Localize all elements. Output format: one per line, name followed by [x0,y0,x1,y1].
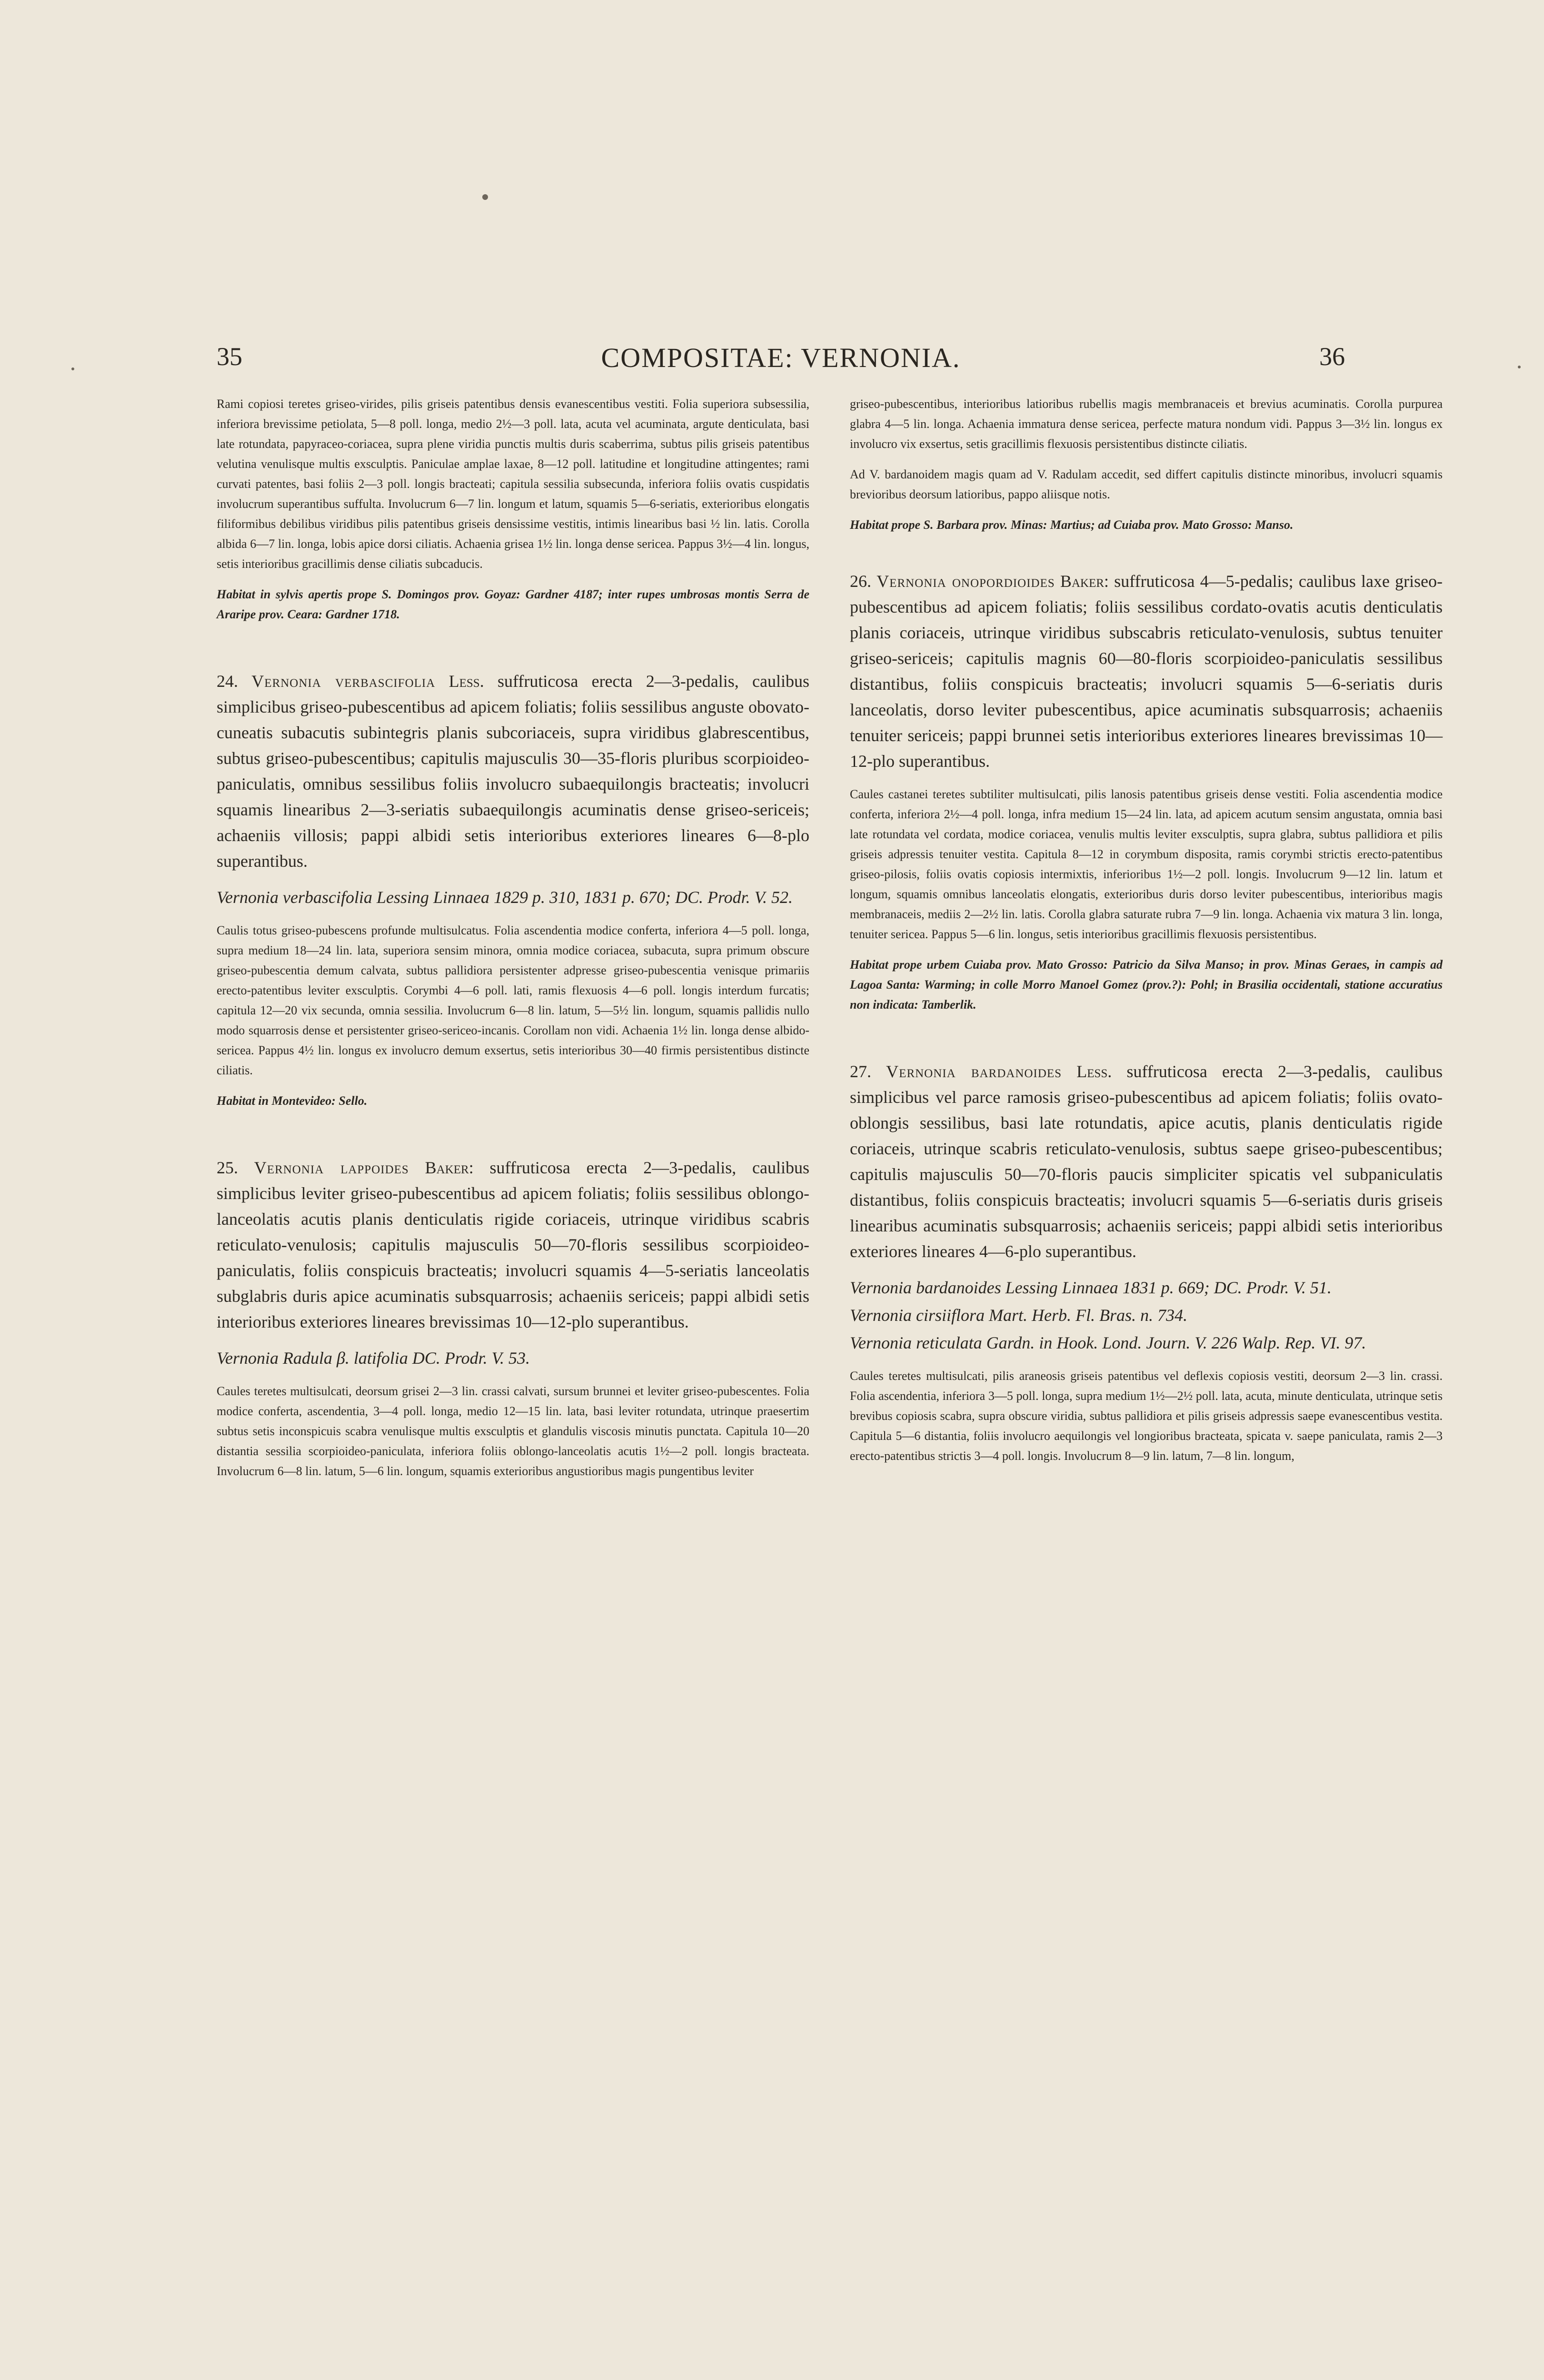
habitat-26: Habitat prope urbem Cuiaba prov. Mato Grosso: Patricio da Silva Manso; in prov. Minas Geraes, in campis ad Lagoa Santa: Warming; in colle Morro Manoel Gomez (prov.?): Pohl; in Brasilia occidentali, statione accuratius non indicata: Tamberlik. [850,958,1443,1012]
species-26-diagnosis [850,568,1443,774]
left-column [217,394,809,1492]
description-24: Caulis totus griseo-pubescens profunde multisulcatus. Folia ascendentia modice conferta, inferiora 4—5 poll. longa, supra medium 18—24 lin. lata, superiora sensim minora, omnia modice coriacea, subacuta, supra primum obscure griseo-pubescentia demum calvata, subtus pallidiora persistenter adpresse griseo-pubescentia venisque primariis erecto-patentibus leviter exsculptis. Corymbi 4—6 poll. lati, ramis flexuosis 4—6 poll. longis interdum furcatis; capitula 12—20 vix secunda, omnia sessilia. Involucrum 6—8 lin. latum, 5—5½ lin. longum, squamis pallidis nullo modo squarrosis dense et persistenter griseo-sericeo-incanis. Corollam non vidi. Achaenia 1½ lin. longa dense albido-sericea. Pappus 4½ lin. longus ex involucro demum exsertus, setis interioribus 30—40 firmis persistentibus distincte ciliatis. [217,923,809,1077]
species-24-name: Vernonia verbascifolia [251,672,436,691]
species-24-text: suffruticosa erecta 2—3-pedalis, caulibus simplicibus griseo-pubescentibus ad apicem foliatis; foliis sessilibus anguste obovato-cuneatis subacutis subintegris planis subcoriaceis, supra viridibus glabrescentibus, subtus griseo-pubescentibus; capitulis majusculis 30—35-floris pluribus scorpioideo-paniculatis, omnibus sessilibus foliis involucro subaequilongis bracteatis; involucri squamis linearibus 2—3-seriatis subaequilongis acuminatis dense griseo-sericeis; achaeniis villosis; pappi albidi setis interioribus exteriores lineares 6—8-plo superantibus. [217,672,810,871]
species-27-number: 27. [850,1062,871,1081]
species-27-text: suffruticosa erecta 2—3-pedalis, caulibus simplicibus vel parce ramosis griseo-pubescentibus ad apicem foliatis; foliis ovato-oblongis sessilibus, basi late rotundatis, apice acutis, planis denticulatis rigide coriaceis, utrinque scabris reticulato-venulosis, subtus saepe griseo-pubescentibus; capitulis majusculis 50—70-floris paucis simpliciter spicatis vel subpaniculatis distantibus, foliis conspicuis bracteatis; involucri squamis 5—6-seriatis duris griseis linearibus acuminatis subsquarrosis; achaeniis sericeis; pappi albidi setis interioribus exteriores lineares 4—6-plo superantibus. [850,1062,1443,1261]
species-24-author: Less. [448,672,484,691]
right-page-number: 36 [1319,342,1345,371]
ink-dot-left [71,367,74,370]
running-title: COMPOSITAE: VERNONIA. [601,342,961,373]
description-25-continued: griseo-pubescentibus, interioribus latioribus rubellis magis membranaceis et brevius acuminatis. Corolla purpurea glabra 4—5 lin. longa. Achaenia immatura dense sericea, perfecte matura nondum vidi. Pappus 3—3½ lin. longus ex involucro vix exsertus, setis gracillimis flexuosis persistentibus distincte ciliatis. [850,397,1443,451]
species-25-name: Vernonia lappoides [254,1158,409,1177]
species-27-author: Less. [1076,1062,1112,1081]
description-27: Caules teretes multisulcati, pilis araneosis griseis patentibus vel deflexis copiosis vestiti, deorsum 2—3 lin. crassi. Folia ascendentia, inferiora 3—5 poll. longa, supra medium 1½—2½ poll. lata, acuta, minute denticulata, utrinque setis brevibus copiosis scabra, supra obscure viridia, subtus pallidiora et pilis griseis adpressis saepe evanescentibus vestita. Capitula 5—6 distantia, foliis involucro aequilongis vel longioribus bracteata, spicata v. saepe paniculata, ramis 2—3 erecto-patentibus strictis 3—4 poll. longis. Involucrum 8—9 lin. latum, 7—8 lin. longum, [850,1369,1443,1463]
right-column [850,394,1443,1477]
ink-dot-right [1518,366,1521,368]
synonym-27-b: Vernonia cirsiiflora Mart. Herb. Fl. Bras. n. 734. [850,1306,1187,1325]
habitat-25: Habitat prope S. Barbara prov. Minas: Martius; ad Cuiaba prov. Mato Grosso: Manso. [850,518,1294,532]
species-24-number: 24. [217,672,238,691]
species-26-name: Vernonia onopordioides [877,572,1055,591]
synonym-27-a: Vernonia bardanoides Lessing Linnaea 1831 p. 669; DC. Prodr. V. 51. [850,1278,1332,1297]
species-25-number: 25. [217,1158,238,1177]
left-page-number: 35 [217,342,242,371]
species-25-author: Baker: [425,1158,474,1177]
species-27-name: Vernonia bardanoides [886,1062,1062,1081]
synonym-25: Vernonia Radula β. latifolia DC. Prodr. V. 53. [217,1349,530,1368]
species-25-diagnosis [217,1155,809,1335]
species-24-diagnosis [217,668,809,874]
note-25: Ad V. bardanoidem magis quam ad V. Radulam accedit, sed differt capitulis distincte minoribus, involucri squamis brevioribus deorsum latioribus, pappo aliisque notis. [850,467,1443,501]
synonym-27-c: Vernonia reticulata Gardn. in Hook. Lond. Journ. V. 226 Walp. Rep. VI. 97. [850,1333,1366,1352]
habitat-24: Habitat in Montevideo: Sello. [217,1094,368,1108]
species-26-text: suffruticosa 4—5-pedalis; caulibus laxe griseo-pubescentibus ad apicem foliatis; foliis sessilibus cordato-ovatis acutis denticulatis planis coriaceis, utrinque viridibus subscabris reticulato-venulosis, subtus tenuiter griseo-sericeis; capitulis magnis 60—80-floris scorpioideo-paniculatis sessilibus distantibus, foliis conspicuis bracteatis; involucri squamis 5—6-seriatis duris lanceolatis, dorso leviter pubescentibus, apice acuminatis subsquarrosis; achaeniis tenuiter sericeis; pappi brunnei setis interioribus exteriores lineares brevissimas 10—12-plo superantibus. [850,572,1443,771]
description-25: Caules teretes multisulcati, deorsum grisei 2—3 lin. crassi calvati, sursum brunnei et leviter griseo-pubescentes. Folia modice conferta, ascendentia, 3—4 poll. longa, medio 12—15 lin. lata, basi leviter rotundata, utrinque praesertim subtus setis inconspicuis scabra venulisque multis exsculptis et glandulis viscosis minutis punctata. Capitula 10—20 distantia sessilia scorpioideo-paniculata, inferiora foliis oblongo-lanceolatis acutis 1½—2 poll. longis bracteata. Involucrum 6—8 lin. latum, 5—6 lin. longum, squamis exterioribus angustioribus magis pungentibus leviter [217,1384,809,1478]
species-27-diagnosis [850,1059,1443,1264]
species-26-author: Baker: [1060,572,1109,591]
species-25-text: suffruticosa erecta 2—3-pedalis, caulibus simplicibus leviter griseo-pubescentibus ad apicem foliatis; foliis sessilibus oblongo-lanceolatis acutis planis denticulatis rigide coriaceis, utrinque viridibus scabris reticulato-venulosis; capitulis majusculis 50—70-floris sessilibus scorpioideo-paniculatis, foliis conspicuis bracteatis; involucri squamis 4—5-seriatis lanceolatis subglabris duris apice acuminatis subsquarrosis; achaeniis sericeis; pappi albidi setis interioribus exteriores lineares brevissimas 10—12-plo superantibus. [217,1158,810,1331]
description-26: Caules castanei teretes subtiliter multisulcati, pilis lanosis patentibus griseis dense vestiti. Folia ascendentia modice conferta, inferiora 2½—4 poll. longa, infra medium 15—24 lin. lata, ad apicem acutum sensim angustata, omnia basi late rotundata vel cordata, modice coriacea, venulis multis leviter exsculptis, supra glabra, subtus pallidiora et pilis griseis adpressis tenuiter vestita. Capitula 8—12 in corymbum disposita, ramis corymbi strictis erecto-patentibus griseo-pilosis, foliis ovatis copiosis intermixtis, inferioribus 1½—2 poll. longis. Involucrum 9—12 lin. latum et longum, squamis omnibus lanceolatis elongatis, exterioribus duris dorso leviter pubescentibus, interioribus magis membranaceis, mediis 2—2½ lin. latis. Corolla glabra saturate rubra 7—9 lin. longa. Achaenia vix matura 3 lin. longa, tenuiter sericea. Pappus 5—6 lin. longus, setis interioribus gracillimis flexuosis persistentibus. [850,787,1443,941]
page-header [217,342,1345,385]
synonym-24: Vernonia verbascifolia Lessing Linnaea 1829 p. 310, 1831 p. 670; DC. Prodr. V. 52. [217,888,793,907]
description-23: Rami copiosi teretes griseo-virides, pilis griseis patentibus densis evanescentibus vestiti. Folia superiora subsessilia, inferiora brevissime petiolata, 5—8 poll. longa, medio 2½—3 poll. lata, acuta vel acuminata, argute denticulata, basi late rotundata, papyraceo-coriacea, supra plene viridia punctis multis duris scaberrima, subtus pilis griseis patentibus velutina venulisque multis exsculptis. Paniculae amplae laxae, 8—12 poll. latitudine et longitudine attingentes; rami curvati patentes, basi foliis 2—3 poll. longis bracteati; capitula sessilia subsecunda, inferiora foliis ovatis cuspidatis involucrum superantibus suffulta. Involucrum 6—7 lin. longum et latum, squamis 5—6-seriatis, exterioribus elongatis filiformibus debilibus viridibus pilis patentibus griseis densissime vestitis, intimis linearibus basi ½ lin. latis. Corolla albida 6—7 lin. longa, lobis apice dorsi ciliatis. Achaenia grisea 1½ lin. longa dense sericea. Pappus 3½—4 lin. longus, setis interioribus gracillimis dense ciliatis subcaducis. [217,397,809,571]
ink-dot-top [482,194,488,200]
habitat-23: Habitat in sylvis apertis prope S. Domingos prov. Goyaz: Gardner 4187; inter rupes umbrosas montis Serra de Araripe prov. Ceara: Gardner 1718. [217,587,809,621]
species-26-number: 26. [850,572,871,591]
